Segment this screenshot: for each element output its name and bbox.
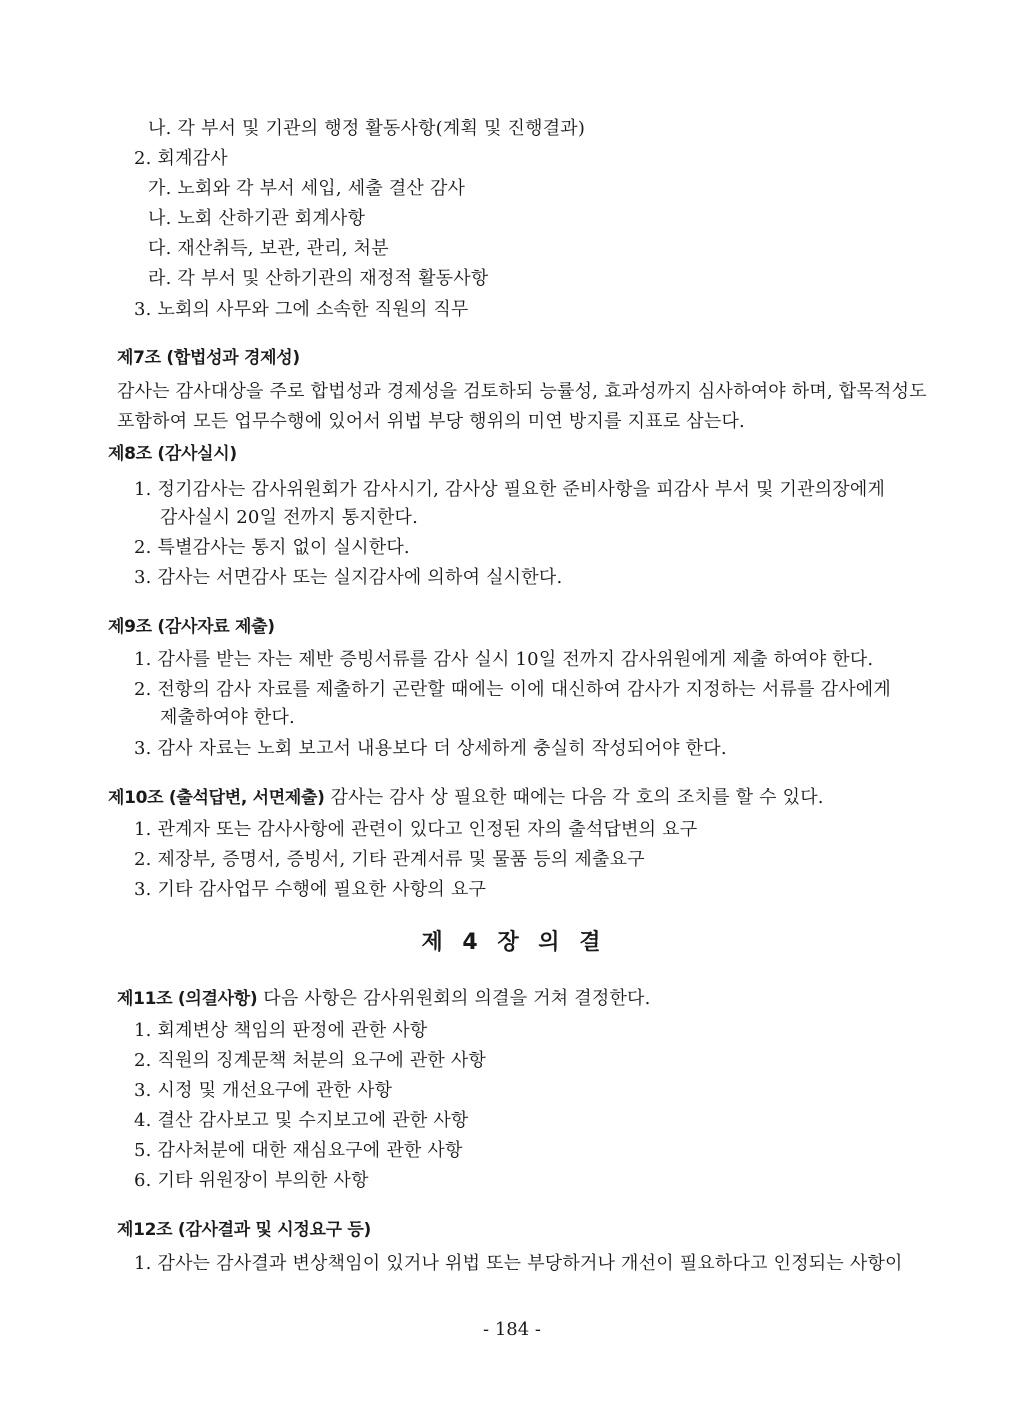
list-item: 1. 관계자 또는 감사사항에 관련이 있다고 인정된 자의 출석답변의 요구 xyxy=(134,819,698,840)
article-11-line xyxy=(117,987,651,1011)
list-item: 3. 시정 및 개선요구에 관한 사항 xyxy=(134,1080,393,1101)
list-item: 3. 노회의 사무와 그에 소속한 직원의 직무 xyxy=(134,299,469,320)
article-7-heading: 제7조 (합법성과 경제성) xyxy=(117,348,300,368)
list-item: 3. 감사는 서면감사 또는 실지감사에 의하여 실시한다. xyxy=(134,567,563,588)
list-item: 5. 감사처분에 대한 재심요구에 관한 사항 xyxy=(134,1140,463,1161)
article-7-body-line: 감사는 감사대상을 주로 합법성과 경제성을 검토하되 능률성, 효과성까지 심사하여야 하며, 합목적성도 xyxy=(117,381,927,402)
article-12-heading: 제12조 (감사결과 및 시정요구 등) xyxy=(117,1220,371,1240)
list-item: 2. 특별감사는 통지 없이 실시한다. xyxy=(134,537,410,558)
list-item: 2. 회계감사 xyxy=(134,148,228,169)
list-item: 2. 직원의 징계문책 처분의 요구에 관한 사항 xyxy=(134,1050,487,1071)
list-item: 가. 노회와 각 부서 세입, 세출 결산 감사 xyxy=(148,178,466,199)
list-item: 1. 회계변상 책임의 판정에 관한 사항 xyxy=(134,1020,428,1041)
article-10-line xyxy=(108,786,824,810)
list-item-continuation: 제출하여야 한다. xyxy=(160,707,295,728)
list-item: 라. 각 부서 및 산하기관의 재정적 활동사항 xyxy=(148,268,489,289)
article-8-heading: 제8조 (감사실시) xyxy=(108,444,237,464)
article-11-heading: 제11조 (의결사항) xyxy=(117,989,258,1009)
list-item: 다. 재산취득, 보관, 관리, 처분 xyxy=(148,238,389,259)
list-item: 6. 기타 위원장이 부의한 사항 xyxy=(134,1170,369,1191)
list-item: 나. 각 부서 및 기관의 행정 활동사항(계획 및 진행결과) xyxy=(148,118,586,139)
list-item: 3. 기타 감사업무 수행에 필요한 사항의 요구 xyxy=(134,879,487,900)
article-9-heading: 제9조 (감사자료 제출) xyxy=(108,617,275,637)
list-item: 3. 감사 자료는 노회 보고서 내용보다 더 상세하게 충실히 작성되어야 한다. xyxy=(134,738,727,759)
list-item: 1. 정기감사는 감사위원회가 감사시기, 감사상 필요한 준비사항을 피감사 부서 및 기관의장에게 xyxy=(134,479,886,500)
list-item: 1. 감사를 받는 자는 제반 증빙서류를 감사 실시 10일 전까지 감사위원에게 제출 하여야 한다. xyxy=(134,649,874,670)
article-7-body-line: 포함하여 모든 업무수행에 있어서 위법 부당 행위의 미연 방지를 지표로 삼는다. xyxy=(117,411,745,432)
list-item: 4. 결산 감사보고 및 수지보고에 관한 사항 xyxy=(134,1110,469,1131)
list-item: 1. 감사는 감사결과 변상책임이 있거나 위법 또는 부당하거나 개선이 필요하다고 인정되는 사항이 xyxy=(134,1253,903,1274)
chapter-title: 제 4 장 의 결 xyxy=(421,930,603,955)
article-10-heading: 제10조 (출석답변, 서면제출) xyxy=(108,788,325,808)
list-item-continuation: 감사실시 20일 전까지 통지한다. xyxy=(160,507,419,528)
list-item: 나. 노회 산하기관 회계사항 xyxy=(148,208,366,229)
article-11-intro: 다음 사항은 감사위원회의 의결을 거쳐 결정한다. xyxy=(263,988,651,1009)
list-item: 2. 제장부, 증명서, 증빙서, 기타 관계서류 및 물품 등의 제출요구 xyxy=(134,849,645,870)
article-10-intro: 감사는 감사 상 필요한 때에는 다음 각 호의 조치를 할 수 있다. xyxy=(330,787,824,808)
list-item: 2. 전항의 감사 자료를 제출하기 곤란할 때에는 이에 대신하여 감사가 지정하는 서류를 감사에게 xyxy=(134,679,891,700)
page-number: - 184 - xyxy=(483,1319,541,1340)
